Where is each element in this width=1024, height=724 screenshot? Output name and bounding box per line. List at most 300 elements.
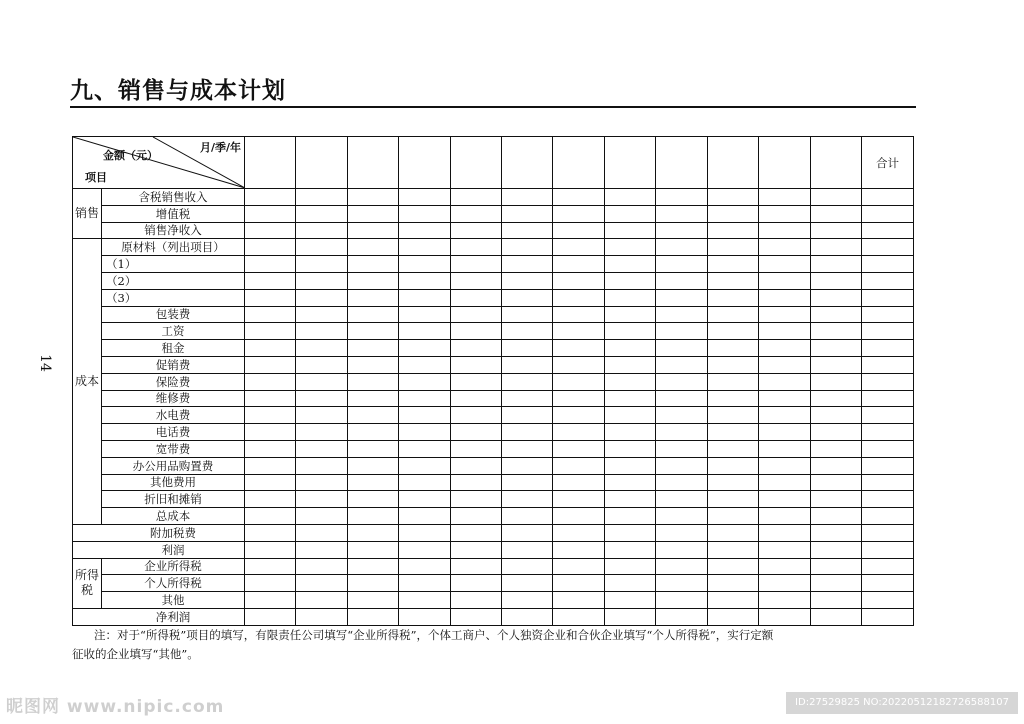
- cost-9-period-3-cell[interactable]: [347, 373, 398, 390]
- net-profit-period-2-cell[interactable]: [296, 608, 347, 625]
- cost-11-total-cell[interactable]: [861, 407, 913, 424]
- sales-2-period-8-cell[interactable]: [604, 205, 655, 222]
- cost-10-period-7-cell[interactable]: [553, 390, 604, 407]
- cost-15-period-10-cell[interactable]: [707, 474, 758, 491]
- cost-4-period-6-cell[interactable]: [502, 289, 553, 306]
- cost-14-period-11-cell[interactable]: [759, 457, 810, 474]
- cost-3-period-9-cell[interactable]: [656, 272, 707, 289]
- income-tax-2-period-2-cell[interactable]: [296, 575, 347, 592]
- cost-4-period-3-cell[interactable]: [347, 289, 398, 306]
- profit-period-6-cell[interactable]: [502, 541, 553, 558]
- cost-1-period-3-cell[interactable]: [347, 239, 398, 256]
- profit-period-3-cell[interactable]: [347, 541, 398, 558]
- cost-7-period-2-cell[interactable]: [296, 340, 347, 357]
- income-tax-1-period-3-cell[interactable]: [347, 558, 398, 575]
- cost-13-period-9-cell[interactable]: [656, 440, 707, 457]
- cost-3-period-3-cell[interactable]: [347, 272, 398, 289]
- cost-6-period-4-cell[interactable]: [399, 323, 450, 340]
- sales-1-total-cell[interactable]: [861, 189, 913, 206]
- sales-1-period-6-cell[interactable]: [502, 189, 553, 206]
- income-tax-2-period-4-cell[interactable]: [399, 575, 450, 592]
- income-tax-2-period-12-cell[interactable]: [810, 575, 861, 592]
- sales-2-period-6-cell[interactable]: [502, 205, 553, 222]
- income-tax-3-period-4-cell[interactable]: [399, 592, 450, 609]
- cost-17-period-5-cell[interactable]: [450, 508, 501, 525]
- profit-total-cell[interactable]: [861, 541, 913, 558]
- cost-8-period-12-cell[interactable]: [810, 356, 861, 373]
- profit-period-8-cell[interactable]: [604, 541, 655, 558]
- cost-5-period-4-cell[interactable]: [399, 306, 450, 323]
- cost-7-period-10-cell[interactable]: [707, 340, 758, 357]
- sales-2-period-2-cell[interactable]: [296, 205, 347, 222]
- cost-13-period-10-cell[interactable]: [707, 440, 758, 457]
- cost-8-period-4-cell[interactable]: [399, 356, 450, 373]
- income-tax-3-period-6-cell[interactable]: [502, 592, 553, 609]
- cost-14-period-12-cell[interactable]: [810, 457, 861, 474]
- sales-3-period-5-cell[interactable]: [450, 222, 501, 239]
- cost-3-period-12-cell[interactable]: [810, 272, 861, 289]
- sales-2-period-7-cell[interactable]: [553, 205, 604, 222]
- income-tax-1-period-4-cell[interactable]: [399, 558, 450, 575]
- income-tax-1-period-7-cell[interactable]: [553, 558, 604, 575]
- profit-period-11-cell[interactable]: [759, 541, 810, 558]
- cost-7-period-4-cell[interactable]: [399, 340, 450, 357]
- cost-14-period-2-cell[interactable]: [296, 457, 347, 474]
- cost-15-period-11-cell[interactable]: [759, 474, 810, 491]
- sales-1-period-11-cell[interactable]: [759, 189, 810, 206]
- sales-3-period-7-cell[interactable]: [553, 222, 604, 239]
- income-tax-1-period-2-cell[interactable]: [296, 558, 347, 575]
- cost-11-period-8-cell[interactable]: [604, 407, 655, 424]
- cost-17-period-8-cell[interactable]: [604, 508, 655, 525]
- cost-9-total-cell[interactable]: [861, 373, 913, 390]
- sales-2-period-3-cell[interactable]: [347, 205, 398, 222]
- cost-6-period-3-cell[interactable]: [347, 323, 398, 340]
- sales-1-period-12-cell[interactable]: [810, 189, 861, 206]
- cost-8-period-5-cell[interactable]: [450, 356, 501, 373]
- cost-3-period-6-cell[interactable]: [502, 272, 553, 289]
- surtax-period-10-cell[interactable]: [707, 524, 758, 541]
- cost-16-period-3-cell[interactable]: [347, 491, 398, 508]
- cost-2-period-1-cell[interactable]: [245, 256, 296, 273]
- cost-17-period-9-cell[interactable]: [656, 508, 707, 525]
- cost-14-period-4-cell[interactable]: [399, 457, 450, 474]
- sales-3-period-12-cell[interactable]: [810, 222, 861, 239]
- cost-14-period-7-cell[interactable]: [553, 457, 604, 474]
- profit-period-9-cell[interactable]: [656, 541, 707, 558]
- sales-3-period-9-cell[interactable]: [656, 222, 707, 239]
- cost-11-period-5-cell[interactable]: [450, 407, 501, 424]
- profit-period-10-cell[interactable]: [707, 541, 758, 558]
- net-profit-period-12-cell[interactable]: [810, 608, 861, 625]
- cost-13-period-8-cell[interactable]: [604, 440, 655, 457]
- cost-8-period-10-cell[interactable]: [707, 356, 758, 373]
- sales-3-period-3-cell[interactable]: [347, 222, 398, 239]
- cost-1-total-cell[interactable]: [861, 239, 913, 256]
- cost-8-period-1-cell[interactable]: [245, 356, 296, 373]
- surtax-period-4-cell[interactable]: [399, 524, 450, 541]
- income-tax-1-total-cell[interactable]: [861, 558, 913, 575]
- cost-4-period-1-cell[interactable]: [245, 289, 296, 306]
- cost-5-period-7-cell[interactable]: [553, 306, 604, 323]
- cost-4-period-7-cell[interactable]: [553, 289, 604, 306]
- cost-7-total-cell[interactable]: [861, 340, 913, 357]
- cost-5-period-8-cell[interactable]: [604, 306, 655, 323]
- cost-4-period-9-cell[interactable]: [656, 289, 707, 306]
- cost-6-period-1-cell[interactable]: [245, 323, 296, 340]
- cost-5-period-5-cell[interactable]: [450, 306, 501, 323]
- sales-1-period-10-cell[interactable]: [707, 189, 758, 206]
- cost-5-period-1-cell[interactable]: [245, 306, 296, 323]
- surtax-period-12-cell[interactable]: [810, 524, 861, 541]
- cost-9-period-12-cell[interactable]: [810, 373, 861, 390]
- cost-11-period-9-cell[interactable]: [656, 407, 707, 424]
- cost-3-period-4-cell[interactable]: [399, 272, 450, 289]
- income-tax-1-period-1-cell[interactable]: [245, 558, 296, 575]
- cost-14-period-9-cell[interactable]: [656, 457, 707, 474]
- income-tax-3-period-3-cell[interactable]: [347, 592, 398, 609]
- cost-14-period-1-cell[interactable]: [245, 457, 296, 474]
- cost-2-period-5-cell[interactable]: [450, 256, 501, 273]
- cost-17-period-1-cell[interactable]: [245, 508, 296, 525]
- sales-2-period-10-cell[interactable]: [707, 205, 758, 222]
- cost-6-period-5-cell[interactable]: [450, 323, 501, 340]
- sales-2-period-9-cell[interactable]: [656, 205, 707, 222]
- cost-16-period-10-cell[interactable]: [707, 491, 758, 508]
- cost-12-period-1-cell[interactable]: [245, 424, 296, 441]
- cost-2-total-cell[interactable]: [861, 256, 913, 273]
- cost-4-period-5-cell[interactable]: [450, 289, 501, 306]
- cost-9-period-7-cell[interactable]: [553, 373, 604, 390]
- cost-7-period-7-cell[interactable]: [553, 340, 604, 357]
- cost-10-period-1-cell[interactable]: [245, 390, 296, 407]
- cost-2-period-9-cell[interactable]: [656, 256, 707, 273]
- cost-11-period-3-cell[interactable]: [347, 407, 398, 424]
- cost-14-period-8-cell[interactable]: [604, 457, 655, 474]
- cost-9-period-11-cell[interactable]: [759, 373, 810, 390]
- cost-6-period-11-cell[interactable]: [759, 323, 810, 340]
- cost-3-period-5-cell[interactable]: [450, 272, 501, 289]
- cost-7-period-1-cell[interactable]: [245, 340, 296, 357]
- cost-7-period-5-cell[interactable]: [450, 340, 501, 357]
- cost-15-period-1-cell[interactable]: [245, 474, 296, 491]
- cost-12-period-9-cell[interactable]: [656, 424, 707, 441]
- sales-2-period-11-cell[interactable]: [759, 205, 810, 222]
- sales-3-period-8-cell[interactable]: [604, 222, 655, 239]
- cost-9-period-8-cell[interactable]: [604, 373, 655, 390]
- cost-12-period-11-cell[interactable]: [759, 424, 810, 441]
- cost-17-period-2-cell[interactable]: [296, 508, 347, 525]
- cost-9-period-1-cell[interactable]: [245, 373, 296, 390]
- cost-3-period-11-cell[interactable]: [759, 272, 810, 289]
- cost-8-period-8-cell[interactable]: [604, 356, 655, 373]
- income-tax-2-period-11-cell[interactable]: [759, 575, 810, 592]
- sales-1-period-2-cell[interactable]: [296, 189, 347, 206]
- cost-1-period-2-cell[interactable]: [296, 239, 347, 256]
- cost-7-period-9-cell[interactable]: [656, 340, 707, 357]
- sales-1-period-5-cell[interactable]: [450, 189, 501, 206]
- cost-10-period-11-cell[interactable]: [759, 390, 810, 407]
- cost-1-period-1-cell[interactable]: [245, 239, 296, 256]
- cost-15-period-8-cell[interactable]: [604, 474, 655, 491]
- cost-14-period-6-cell[interactable]: [502, 457, 553, 474]
- net-profit-period-10-cell[interactable]: [707, 608, 758, 625]
- income-tax-2-period-10-cell[interactable]: [707, 575, 758, 592]
- cost-12-period-8-cell[interactable]: [604, 424, 655, 441]
- cost-11-period-1-cell[interactable]: [245, 407, 296, 424]
- income-tax-1-period-10-cell[interactable]: [707, 558, 758, 575]
- income-tax-1-period-12-cell[interactable]: [810, 558, 861, 575]
- profit-period-7-cell[interactable]: [553, 541, 604, 558]
- cost-14-period-10-cell[interactable]: [707, 457, 758, 474]
- cost-17-period-11-cell[interactable]: [759, 508, 810, 525]
- cost-15-period-2-cell[interactable]: [296, 474, 347, 491]
- cost-6-total-cell[interactable]: [861, 323, 913, 340]
- net-profit-period-8-cell[interactable]: [604, 608, 655, 625]
- cost-15-period-6-cell[interactable]: [502, 474, 553, 491]
- cost-2-period-11-cell[interactable]: [759, 256, 810, 273]
- cost-6-period-2-cell[interactable]: [296, 323, 347, 340]
- surtax-period-3-cell[interactable]: [347, 524, 398, 541]
- cost-1-period-9-cell[interactable]: [656, 239, 707, 256]
- surtax-period-7-cell[interactable]: [553, 524, 604, 541]
- sales-1-period-4-cell[interactable]: [399, 189, 450, 206]
- income-tax-1-period-8-cell[interactable]: [604, 558, 655, 575]
- cost-3-period-8-cell[interactable]: [604, 272, 655, 289]
- cost-16-period-6-cell[interactable]: [502, 491, 553, 508]
- cost-6-period-9-cell[interactable]: [656, 323, 707, 340]
- cost-9-period-4-cell[interactable]: [399, 373, 450, 390]
- cost-5-period-11-cell[interactable]: [759, 306, 810, 323]
- cost-3-period-7-cell[interactable]: [553, 272, 604, 289]
- surtax-total-cell[interactable]: [861, 524, 913, 541]
- net-profit-period-7-cell[interactable]: [553, 608, 604, 625]
- cost-10-total-cell[interactable]: [861, 390, 913, 407]
- cost-8-period-3-cell[interactable]: [347, 356, 398, 373]
- cost-15-period-7-cell[interactable]: [553, 474, 604, 491]
- cost-6-period-6-cell[interactable]: [502, 323, 553, 340]
- cost-10-period-5-cell[interactable]: [450, 390, 501, 407]
- cost-17-period-10-cell[interactable]: [707, 508, 758, 525]
- cost-11-period-11-cell[interactable]: [759, 407, 810, 424]
- cost-1-period-11-cell[interactable]: [759, 239, 810, 256]
- cost-5-period-9-cell[interactable]: [656, 306, 707, 323]
- cost-4-period-12-cell[interactable]: [810, 289, 861, 306]
- cost-10-period-3-cell[interactable]: [347, 390, 398, 407]
- income-tax-3-total-cell[interactable]: [861, 592, 913, 609]
- income-tax-2-period-9-cell[interactable]: [656, 575, 707, 592]
- cost-16-period-5-cell[interactable]: [450, 491, 501, 508]
- cost-9-period-10-cell[interactable]: [707, 373, 758, 390]
- cost-8-period-7-cell[interactable]: [553, 356, 604, 373]
- surtax-period-1-cell[interactable]: [245, 524, 296, 541]
- cost-4-period-10-cell[interactable]: [707, 289, 758, 306]
- cost-5-period-10-cell[interactable]: [707, 306, 758, 323]
- cost-17-period-6-cell[interactable]: [502, 508, 553, 525]
- cost-12-period-12-cell[interactable]: [810, 424, 861, 441]
- income-tax-2-period-5-cell[interactable]: [450, 575, 501, 592]
- cost-3-total-cell[interactable]: [861, 272, 913, 289]
- cost-2-period-10-cell[interactable]: [707, 256, 758, 273]
- income-tax-1-period-6-cell[interactable]: [502, 558, 553, 575]
- income-tax-2-period-6-cell[interactable]: [502, 575, 553, 592]
- sales-1-period-3-cell[interactable]: [347, 189, 398, 206]
- cost-6-period-8-cell[interactable]: [604, 323, 655, 340]
- cost-11-period-7-cell[interactable]: [553, 407, 604, 424]
- sales-2-period-1-cell[interactable]: [245, 205, 296, 222]
- sales-3-total-cell[interactable]: [861, 222, 913, 239]
- cost-16-period-7-cell[interactable]: [553, 491, 604, 508]
- income-tax-2-total-cell[interactable]: [861, 575, 913, 592]
- cost-13-period-6-cell[interactable]: [502, 440, 553, 457]
- cost-13-period-12-cell[interactable]: [810, 440, 861, 457]
- cost-3-period-10-cell[interactable]: [707, 272, 758, 289]
- cost-15-total-cell[interactable]: [861, 474, 913, 491]
- surtax-period-9-cell[interactable]: [656, 524, 707, 541]
- cost-7-period-12-cell[interactable]: [810, 340, 861, 357]
- cost-1-period-5-cell[interactable]: [450, 239, 501, 256]
- cost-12-total-cell[interactable]: [861, 424, 913, 441]
- cost-11-period-2-cell[interactable]: [296, 407, 347, 424]
- cost-10-period-9-cell[interactable]: [656, 390, 707, 407]
- cost-1-period-8-cell[interactable]: [604, 239, 655, 256]
- cost-2-period-4-cell[interactable]: [399, 256, 450, 273]
- sales-2-total-cell[interactable]: [861, 205, 913, 222]
- cost-5-period-6-cell[interactable]: [502, 306, 553, 323]
- cost-1-period-7-cell[interactable]: [553, 239, 604, 256]
- cost-2-period-3-cell[interactable]: [347, 256, 398, 273]
- net-profit-period-4-cell[interactable]: [399, 608, 450, 625]
- surtax-period-2-cell[interactable]: [296, 524, 347, 541]
- profit-period-5-cell[interactable]: [450, 541, 501, 558]
- cost-8-period-9-cell[interactable]: [656, 356, 707, 373]
- income-tax-3-period-12-cell[interactable]: [810, 592, 861, 609]
- income-tax-3-period-1-cell[interactable]: [245, 592, 296, 609]
- cost-4-period-2-cell[interactable]: [296, 289, 347, 306]
- cost-5-period-3-cell[interactable]: [347, 306, 398, 323]
- cost-13-period-1-cell[interactable]: [245, 440, 296, 457]
- cost-2-period-7-cell[interactable]: [553, 256, 604, 273]
- income-tax-3-period-7-cell[interactable]: [553, 592, 604, 609]
- cost-17-period-3-cell[interactable]: [347, 508, 398, 525]
- income-tax-3-period-9-cell[interactable]: [656, 592, 707, 609]
- cost-13-period-7-cell[interactable]: [553, 440, 604, 457]
- cost-10-period-4-cell[interactable]: [399, 390, 450, 407]
- net-profit-total-cell[interactable]: [861, 608, 913, 625]
- cost-4-period-4-cell[interactable]: [399, 289, 450, 306]
- cost-16-period-8-cell[interactable]: [604, 491, 655, 508]
- cost-12-period-6-cell[interactable]: [502, 424, 553, 441]
- cost-6-period-12-cell[interactable]: [810, 323, 861, 340]
- cost-5-total-cell[interactable]: [861, 306, 913, 323]
- cost-10-period-10-cell[interactable]: [707, 390, 758, 407]
- cost-16-total-cell[interactable]: [861, 491, 913, 508]
- cost-2-period-8-cell[interactable]: [604, 256, 655, 273]
- cost-13-period-11-cell[interactable]: [759, 440, 810, 457]
- sales-3-period-2-cell[interactable]: [296, 222, 347, 239]
- income-tax-2-period-7-cell[interactable]: [553, 575, 604, 592]
- cost-11-period-6-cell[interactable]: [502, 407, 553, 424]
- net-profit-period-5-cell[interactable]: [450, 608, 501, 625]
- cost-7-period-3-cell[interactable]: [347, 340, 398, 357]
- cost-16-period-12-cell[interactable]: [810, 491, 861, 508]
- cost-12-period-2-cell[interactable]: [296, 424, 347, 441]
- cost-9-period-9-cell[interactable]: [656, 373, 707, 390]
- cost-16-period-9-cell[interactable]: [656, 491, 707, 508]
- cost-12-period-7-cell[interactable]: [553, 424, 604, 441]
- cost-16-period-2-cell[interactable]: [296, 491, 347, 508]
- cost-12-period-4-cell[interactable]: [399, 424, 450, 441]
- cost-4-total-cell[interactable]: [861, 289, 913, 306]
- sales-2-period-5-cell[interactable]: [450, 205, 501, 222]
- income-tax-2-period-8-cell[interactable]: [604, 575, 655, 592]
- net-profit-period-6-cell[interactable]: [502, 608, 553, 625]
- cost-11-period-12-cell[interactable]: [810, 407, 861, 424]
- sales-1-period-9-cell[interactable]: [656, 189, 707, 206]
- cost-10-period-12-cell[interactable]: [810, 390, 861, 407]
- surtax-period-11-cell[interactable]: [759, 524, 810, 541]
- cost-5-period-12-cell[interactable]: [810, 306, 861, 323]
- income-tax-3-period-2-cell[interactable]: [296, 592, 347, 609]
- cost-12-period-3-cell[interactable]: [347, 424, 398, 441]
- profit-period-1-cell[interactable]: [245, 541, 296, 558]
- sales-3-period-6-cell[interactable]: [502, 222, 553, 239]
- cost-1-period-12-cell[interactable]: [810, 239, 861, 256]
- sales-1-period-1-cell[interactable]: [245, 189, 296, 206]
- cost-13-period-2-cell[interactable]: [296, 440, 347, 457]
- cost-13-period-5-cell[interactable]: [450, 440, 501, 457]
- cost-17-period-12-cell[interactable]: [810, 508, 861, 525]
- cost-3-period-2-cell[interactable]: [296, 272, 347, 289]
- income-tax-2-period-1-cell[interactable]: [245, 575, 296, 592]
- cost-10-period-6-cell[interactable]: [502, 390, 553, 407]
- cost-15-period-5-cell[interactable]: [450, 474, 501, 491]
- cost-16-period-11-cell[interactable]: [759, 491, 810, 508]
- cost-15-period-3-cell[interactable]: [347, 474, 398, 491]
- cost-4-period-8-cell[interactable]: [604, 289, 655, 306]
- cost-6-period-7-cell[interactable]: [553, 323, 604, 340]
- cost-4-period-11-cell[interactable]: [759, 289, 810, 306]
- cost-15-period-4-cell[interactable]: [399, 474, 450, 491]
- cost-13-period-3-cell[interactable]: [347, 440, 398, 457]
- sales-3-period-10-cell[interactable]: [707, 222, 758, 239]
- sales-3-period-1-cell[interactable]: [245, 222, 296, 239]
- income-tax-3-period-10-cell[interactable]: [707, 592, 758, 609]
- cost-14-period-3-cell[interactable]: [347, 457, 398, 474]
- sales-1-period-8-cell[interactable]: [604, 189, 655, 206]
- surtax-period-6-cell[interactable]: [502, 524, 553, 541]
- income-tax-1-period-5-cell[interactable]: [450, 558, 501, 575]
- cost-9-period-6-cell[interactable]: [502, 373, 553, 390]
- cost-6-period-10-cell[interactable]: [707, 323, 758, 340]
- cost-7-period-6-cell[interactable]: [502, 340, 553, 357]
- cost-16-period-1-cell[interactable]: [245, 491, 296, 508]
- cost-10-period-2-cell[interactable]: [296, 390, 347, 407]
- cost-2-period-2-cell[interactable]: [296, 256, 347, 273]
- income-tax-3-period-11-cell[interactable]: [759, 592, 810, 609]
- cost-12-period-10-cell[interactable]: [707, 424, 758, 441]
- sales-1-period-7-cell[interactable]: [553, 189, 604, 206]
- net-profit-period-1-cell[interactable]: [245, 608, 296, 625]
- cost-17-total-cell[interactable]: [861, 508, 913, 525]
- cost-9-period-2-cell[interactable]: [296, 373, 347, 390]
- cost-1-period-10-cell[interactable]: [707, 239, 758, 256]
- profit-period-4-cell[interactable]: [399, 541, 450, 558]
- cost-12-period-5-cell[interactable]: [450, 424, 501, 441]
- income-tax-1-period-9-cell[interactable]: [656, 558, 707, 575]
- cost-17-period-4-cell[interactable]: [399, 508, 450, 525]
- cost-5-period-2-cell[interactable]: [296, 306, 347, 323]
